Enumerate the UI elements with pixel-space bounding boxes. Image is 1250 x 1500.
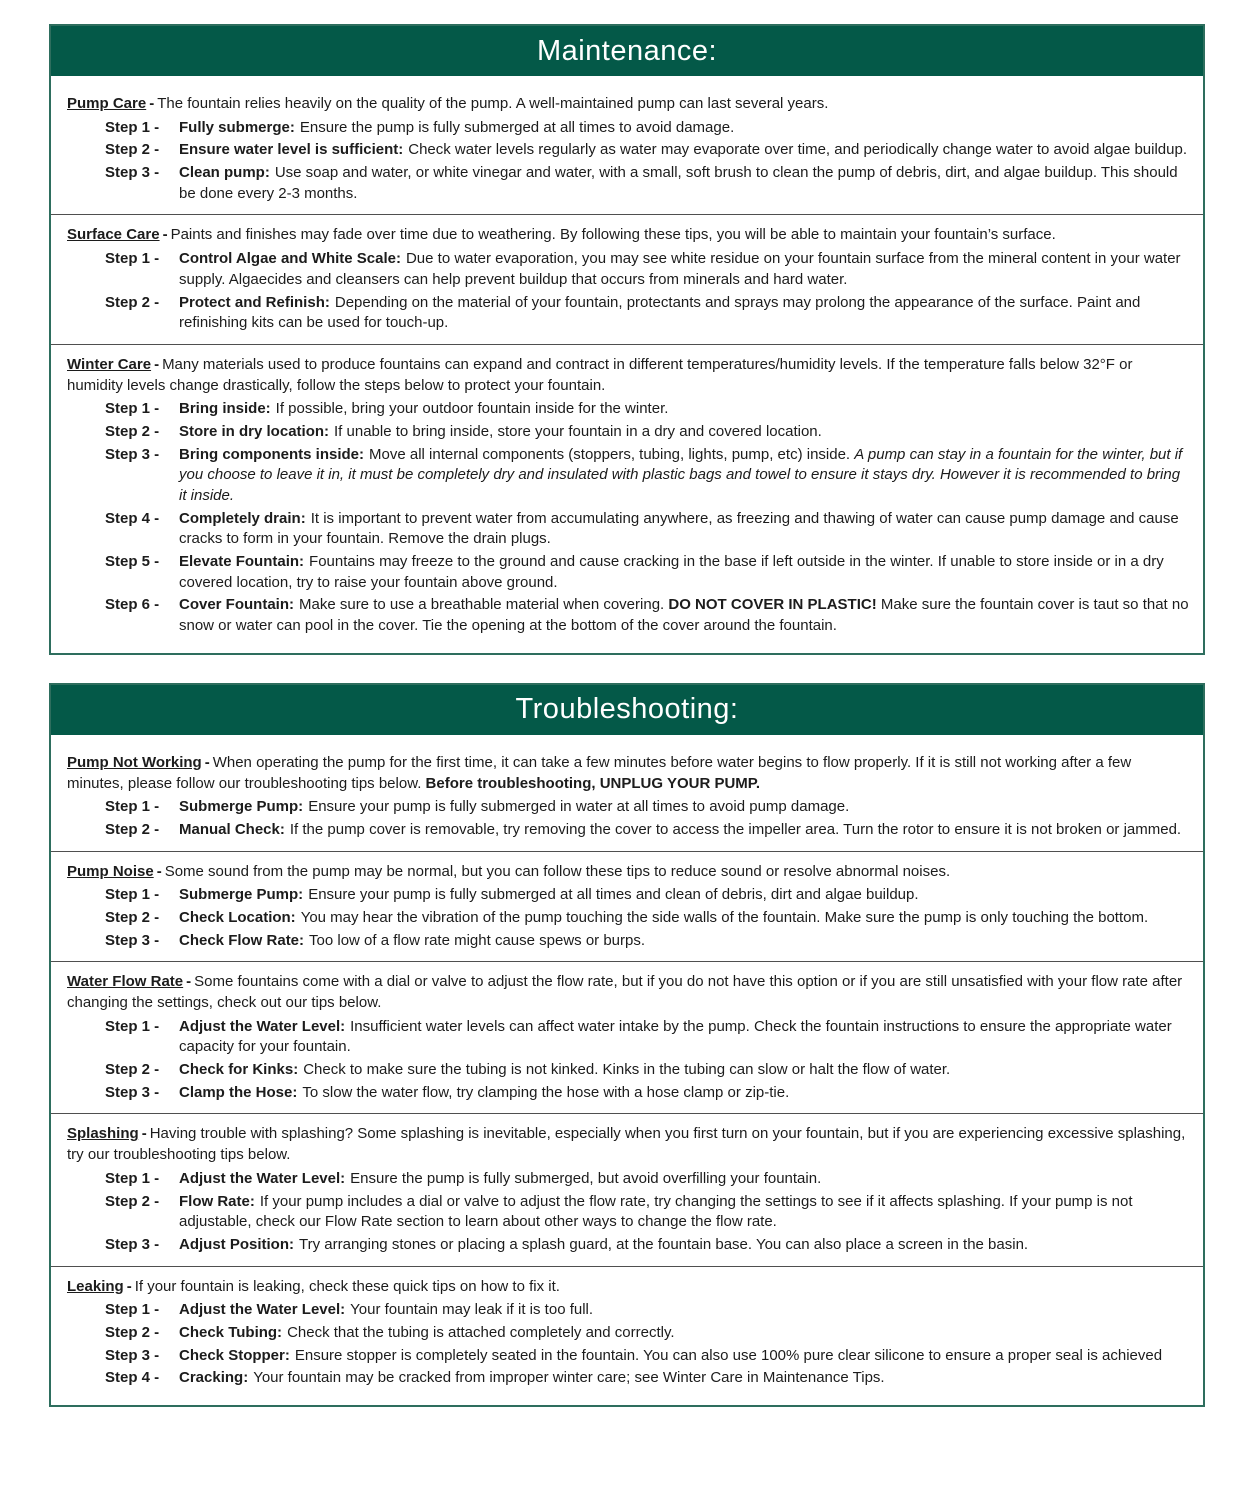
step-label: Step 1 -	[105, 798, 160, 816]
topic-group	[67, 225, 1189, 333]
step-text	[350, 1170, 821, 1187]
step-body	[179, 399, 1189, 420]
step-text	[179, 164, 1178, 202]
step-label: Step 5 -	[105, 553, 160, 571]
topic-dash: -	[156, 862, 162, 880]
text-segment: Insufficient water levels can affect water intake by the pump. Check the fountain instructions to ensure the appropriate water capacity for your fountain.	[179, 1017, 1172, 1056]
text-segment: Depending on the material of your fountain, protectants and sprays may prolong the appearance of the surface. Paint and refinishing kits can be used for touch-up.	[179, 293, 1141, 332]
step-label: Step 1 -	[105, 1169, 160, 1187]
step-text	[408, 141, 1187, 158]
text-segment: A pump can stay in a fountain for the winter, but if you choose to leave it in, it must be completely dry and insulated with plastic bags and towel to ensure it stays dry. However it is recommended to bring it inside.	[179, 445, 1183, 504]
text-segment: Too low of a flow rate might cause spews or burps.	[309, 931, 646, 949]
step-row	[105, 1083, 1189, 1104]
text-segment: Use soap and water, or white vinegar and water, with a small, soft brush to clean the pump of debris, dirt, and algae buildup. This should be done every 2-3 months.	[179, 164, 1178, 202]
step-body	[179, 163, 1189, 204]
group-separator	[51, 214, 1203, 215]
topic-dash: -	[204, 753, 210, 771]
text-segment: Check that the tubing is attached completely and correctly.	[287, 1323, 675, 1341]
text-segment: Your fountain may leak if it is too full.	[350, 1301, 594, 1319]
step-text	[276, 400, 669, 417]
text-segment: Make sure the fountain cover is taut so that no snow or water can pool in the cover. Tie the opening at the bottom of the cover around the fountain.	[179, 596, 1189, 635]
text-segment: Some fountains come with a dial or valve to adjust the flow rate, but if you do not have this option or if you are still unsatisfied with your flow rate after changing the settings, check out our tips below.	[67, 973, 1183, 1011]
text-segment: Ensure your pump is fully submerged in water at all times to avoid pump damage.	[308, 798, 850, 816]
step-row	[105, 1060, 1189, 1081]
step-text	[308, 798, 849, 815]
step-title: Completely drain:	[179, 509, 306, 527]
step-text	[290, 821, 1181, 838]
text-segment: Fountains may freeze to the ground and cause cracking in the base if left outside in the winter. If unable to store inside or in a dry covered location, try to raise your fountain above ground.	[179, 553, 1164, 591]
section-title: Maintenance:	[536, 34, 718, 67]
step-body	[179, 595, 1189, 636]
step-label: Step 1 -	[105, 886, 160, 904]
step-label: Step 2 -	[105, 1061, 160, 1079]
step-body	[179, 820, 1189, 841]
step-row	[105, 509, 1189, 550]
text-segment: Try arranging stones or placing a splash guard, at the fountain base. You can also place a screen in the basin.	[299, 1235, 1029, 1253]
text-segment: Having trouble with splashing? Some splashing is inevitable, especially when you first turn on your fountain, but if you are experiencing excessive splashing, try our troubleshooting tips below.	[67, 1125, 1186, 1164]
text-segment: If your pump includes a dial or valve to adjust the flow rate, try changing the settings to see if it affects splashing. If your pump is not adjustable, check our Flow Rate section to learn about other ways to change the flow rate.	[179, 1192, 1133, 1231]
topic-intro	[157, 95, 828, 112]
step-text	[287, 1324, 674, 1341]
text-segment: Paints and finishes may fade over time due to weathering. By following these tips, you will be able to maintain your fountain’s surface.	[170, 226, 1056, 244]
step-row	[105, 1323, 1189, 1344]
step-row	[105, 445, 1189, 507]
step-row	[105, 552, 1189, 593]
step-text	[179, 553, 1164, 591]
step-row	[105, 931, 1189, 952]
step-row	[105, 1368, 1189, 1389]
step-title: Check Stopper:	[179, 1346, 290, 1364]
topic-group	[67, 355, 1189, 637]
step-text	[300, 119, 734, 136]
section-title: Troubleshooting:	[515, 693, 739, 726]
step-body	[179, 885, 1189, 906]
text-segment: Check water levels regularly as water may evaporate over time, and periodically change water to avoid algae buildup.	[408, 141, 1187, 159]
step-title: Protect and Refinish:	[179, 293, 330, 311]
step-row	[105, 1169, 1189, 1190]
text-segment: To slow the water flow, try clamping the hose with a hose clamp or zip-tie.	[302, 1083, 790, 1101]
topic-intro	[67, 356, 1132, 394]
step-body	[179, 1235, 1189, 1256]
step-title: Check Flow Rate:	[179, 931, 305, 949]
topic-group	[67, 1277, 1189, 1389]
step-title: Check for Kinks:	[179, 1061, 299, 1079]
step-label: Step 4 -	[105, 509, 160, 527]
step-title: Cracking:	[179, 1369, 249, 1387]
step-title: Check Tubing:	[179, 1323, 283, 1341]
section	[49, 683, 1205, 1407]
step-row	[105, 885, 1189, 906]
section-content	[51, 735, 1203, 1405]
text-segment: If your fountain is leaking, check these quick tips on how to fix it.	[134, 1277, 560, 1295]
steps-list	[105, 118, 1189, 205]
text-segment: Ensure your pump is fully submerged at all times and clean of debris, dirt and algae buildup.	[308, 886, 919, 904]
group-separator	[51, 961, 1203, 962]
step-label: Step 3 -	[105, 445, 160, 463]
step-row	[105, 293, 1189, 334]
topic-lead	[67, 355, 1189, 396]
step-title: Submerge Pump:	[179, 798, 304, 816]
topic-intro	[171, 226, 1056, 243]
step-title: Fully submerge:	[179, 118, 295, 136]
step-body	[179, 118, 1189, 139]
steps-list	[105, 1017, 1189, 1104]
step-title: Store in dry location:	[179, 422, 330, 440]
step-row	[105, 820, 1189, 841]
step-row	[105, 1346, 1189, 1367]
step-body	[179, 140, 1189, 161]
step-label: Step 2 -	[105, 1192, 160, 1210]
topic-heading: Surface Care	[67, 226, 160, 244]
topic-lead	[67, 862, 1189, 883]
step-label: Step 2 -	[105, 908, 160, 926]
text-segment: Your fountain may be cracked from improper winter care; see Winter Care in Maintenance Tips.	[253, 1369, 885, 1387]
step-row	[105, 1192, 1189, 1233]
text-segment: Some sound from the pump may be normal, but you can follow these tips to reduce sound or resolve abnormal noises.	[164, 862, 951, 880]
step-body	[179, 422, 1189, 443]
topic-lead	[67, 1124, 1189, 1165]
step-title: Elevate Fountain:	[179, 553, 305, 571]
text-segment: Ensure stopper is completely seated in the fountain. You can also use 100% pure clear silicone to ensure a proper seal is achieved	[294, 1346, 1163, 1364]
step-title: Ensure water level is sufficient:	[179, 141, 404, 159]
group-separator	[51, 1113, 1203, 1114]
step-row	[105, 1235, 1189, 1256]
step-row	[105, 595, 1189, 636]
topic-group	[67, 1124, 1189, 1255]
step-text	[179, 1193, 1133, 1231]
section-header	[51, 26, 1203, 76]
topic-lead	[67, 94, 1189, 115]
topic-intro	[135, 1278, 560, 1295]
step-label: Step 6 -	[105, 596, 160, 614]
topic-group	[67, 862, 1189, 952]
step-title: Clean pump:	[179, 164, 270, 182]
step-title: Adjust the Water Level:	[179, 1017, 346, 1035]
text-segment: It is important to prevent water from accumulating anywhere, as freezing and thawing of water can cause pump damage and cause cracks to form in your fountain. Remove the drain plugs.	[179, 509, 1179, 548]
step-label: Step 2 -	[105, 422, 160, 440]
step-body	[179, 1300, 1189, 1321]
step-title: Bring components inside:	[179, 445, 365, 463]
step-label: Step 3 -	[105, 1083, 160, 1101]
step-body	[179, 1083, 1189, 1104]
step-body	[179, 908, 1189, 929]
step-label: Step 2 -	[105, 820, 160, 838]
text-segment: Many materials used to produce fountains can expand and contract in different temperatures/humidity levels. If the temperature falls below 32°F or humidity levels change drastically, follow the steps below to protect your fountain.	[67, 355, 1133, 394]
text-segment: Due to water evaporation, you may see white residue on your fountain surface from the mineral content in your water supply. Algaecides and cleansers can help prevent buildup that occurs from minerals and hard water.	[179, 250, 1181, 288]
step-text	[303, 1061, 950, 1078]
steps-list	[105, 885, 1189, 951]
step-text	[308, 886, 918, 903]
step-label: Step 3 -	[105, 1346, 160, 1364]
topic-heading: Water Flow Rate	[67, 973, 184, 991]
topic-intro	[67, 1125, 1185, 1163]
text-segment: Before troubleshooting, UNPLUG YOUR PUMP.	[425, 774, 761, 792]
step-title: Adjust the Water Level:	[179, 1169, 346, 1187]
text-segment: If unable to bring inside, store your fountain in a dry and covered location.	[334, 422, 822, 440]
steps-list	[105, 1300, 1189, 1389]
step-body	[179, 797, 1189, 818]
topic-intro	[67, 754, 1131, 792]
text-segment: Make sure to use a breathable material when covering.	[299, 596, 669, 614]
topic-heading: Leaking	[67, 1277, 124, 1295]
step-body	[179, 552, 1189, 593]
step-body	[179, 1017, 1189, 1058]
step-title: Adjust Position:	[179, 1235, 294, 1253]
group-separator	[51, 344, 1203, 345]
group-separator	[51, 1266, 1203, 1267]
step-body	[179, 1169, 1189, 1190]
text-segment: Move all internal components (stoppers, tubing, lights, pump, etc) inside.	[369, 445, 855, 463]
section	[49, 24, 1205, 655]
step-title: Bring inside:	[179, 400, 271, 418]
step-label: Step 1 -	[105, 250, 160, 268]
steps-list	[105, 1169, 1189, 1256]
text-segment: The fountain relies heavily on the quality of the pump. A well-maintained pump can last several years.	[157, 95, 829, 112]
step-text	[309, 932, 645, 949]
step-label: Step 3 -	[105, 164, 160, 182]
step-label: Step 3 -	[105, 1235, 160, 1253]
step-text	[334, 423, 822, 440]
topic-group	[67, 753, 1189, 841]
step-row	[105, 422, 1189, 443]
step-row	[105, 908, 1189, 929]
group-separator	[51, 851, 1203, 852]
text-segment: Check to make sure the tubing is not kinked. Kinks in the tubing can slow or halt the flow of water.	[303, 1061, 951, 1079]
step-label: Step 2 -	[105, 141, 160, 159]
topic-dash: -	[186, 973, 192, 991]
topic-lead	[67, 1277, 1189, 1298]
step-label: Step 2 -	[105, 293, 160, 311]
topic-heading: Splashing	[67, 1125, 139, 1143]
step-row	[105, 249, 1189, 290]
step-body	[179, 1368, 1189, 1389]
step-row	[105, 140, 1189, 161]
topic-heading: Pump Noise	[67, 862, 154, 880]
topic-intro	[165, 863, 950, 880]
section-header	[51, 685, 1203, 735]
step-row	[105, 1300, 1189, 1321]
step-text	[253, 1369, 884, 1386]
step-row	[105, 399, 1189, 420]
step-label: Step 2 -	[105, 1323, 160, 1341]
step-title: Control Algae and White Scale:	[179, 250, 401, 268]
text-segment: If possible, bring your outdoor fountain inside for the winter.	[275, 400, 669, 418]
step-text	[179, 510, 1179, 548]
step-row	[105, 797, 1189, 818]
step-title: Submerge Pump:	[179, 886, 304, 904]
topic-heading: Pump Care	[67, 95, 147, 112]
steps-list	[105, 399, 1189, 637]
step-title: Adjust the Water Level:	[179, 1301, 346, 1319]
text-segment: Ensure the pump is fully submerged at all times to avoid damage.	[299, 118, 735, 136]
step-row	[105, 163, 1189, 204]
step-body	[179, 293, 1189, 334]
topic-lead	[67, 972, 1189, 1013]
section-content	[51, 76, 1203, 653]
topic-dash: -	[149, 95, 155, 112]
steps-list	[105, 249, 1189, 334]
step-label: Step 4 -	[105, 1369, 160, 1387]
topic-lead	[67, 753, 1189, 794]
topic-heading: Winter Care	[67, 355, 152, 373]
topic-dash: -	[126, 1277, 132, 1295]
step-text	[301, 909, 1148, 926]
step-body	[179, 931, 1189, 952]
step-body	[179, 1060, 1189, 1081]
step-title: Manual Check:	[179, 820, 285, 838]
step-body	[179, 249, 1189, 290]
topic-group	[67, 94, 1189, 204]
step-row	[105, 118, 1189, 139]
text-segment: DO NOT COVER IN PLASTIC!	[668, 596, 877, 614]
topic-lead	[67, 225, 1189, 246]
text-segment: You may hear the vibration of the pump touching the side walls of the fountain. Make sure the pump is only touching the bottom.	[300, 908, 1149, 926]
step-row	[105, 1017, 1189, 1058]
topic-dash: -	[154, 355, 160, 373]
step-text	[350, 1301, 593, 1318]
step-title: Check Location:	[179, 908, 296, 926]
text-segment: Ensure the pump is fully submerged, but avoid overfilling your fountain.	[350, 1169, 822, 1187]
step-body	[179, 1323, 1189, 1344]
step-body	[179, 509, 1189, 550]
step-label: Step 1 -	[105, 118, 160, 136]
step-title: Flow Rate:	[179, 1192, 255, 1210]
step-text	[302, 1084, 789, 1101]
step-label: Step 1 -	[105, 400, 160, 418]
step-title: Cover Fountain:	[179, 596, 294, 614]
step-body	[179, 445, 1189, 507]
step-title: Clamp the Hose:	[179, 1083, 298, 1101]
text-segment: When operating the pump for the first time, it can take a few minutes before water begins to flow properly. If it is still not working after a few minutes, please follow our troubleshooting tips below.	[67, 753, 1132, 792]
topic-dash: -	[162, 226, 168, 244]
step-label: Step 1 -	[105, 1301, 160, 1319]
topic-dash: -	[141, 1125, 147, 1143]
step-body	[179, 1346, 1189, 1367]
step-text	[179, 596, 1189, 634]
steps-list	[105, 797, 1189, 840]
text-segment: If the pump cover is removable, try removing the cover to access the impeller area. Turn the rotor to ensure it is not broken or jammed.	[289, 820, 1182, 838]
topic-group	[67, 972, 1189, 1103]
step-text	[295, 1347, 1162, 1364]
step-label: Step 1 -	[105, 1017, 160, 1035]
step-body	[179, 1192, 1189, 1233]
topic-heading: Pump Not Working	[67, 753, 202, 771]
step-text	[299, 1236, 1028, 1253]
step-label: Step 3 -	[105, 931, 160, 949]
topic-intro	[67, 973, 1182, 1011]
